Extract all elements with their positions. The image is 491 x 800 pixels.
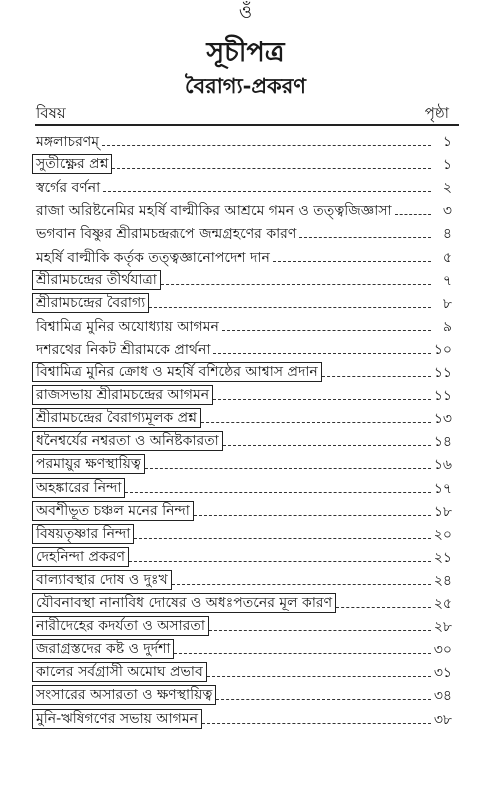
toc-entry bbox=[36, 544, 452, 567]
toc-entry-page: ৩ bbox=[442, 203, 452, 220]
dotted-leader bbox=[112, 168, 431, 169]
toc-entry-title: শ্রীরামচন্দ্রের বৈরাগ্যমূলক প্রশ্ন bbox=[32, 408, 201, 428]
dotted-leader bbox=[201, 422, 431, 423]
dotted-leader bbox=[125, 492, 430, 493]
toc-entry-title: মহর্ষি বাল্মীকি কর্তৃক তত্ত্বজ্ঞানোপদেশ দান bbox=[36, 249, 270, 266]
dotted-leader bbox=[209, 630, 431, 631]
toc-entry-page: ১১ bbox=[433, 365, 452, 381]
toc-entry bbox=[36, 636, 452, 659]
toc-entry-title: ধনৈশ্বর্যের নশ্বরতা ও অনিষ্টকারতা bbox=[32, 431, 223, 451]
toc-entry bbox=[36, 220, 452, 243]
toc-entry-title: শ্রীরামচন্দ্রের তীর্থযাত্রা bbox=[32, 270, 161, 290]
toc-entry-page: ১ bbox=[442, 157, 452, 174]
toc-entry-page: ১৩ bbox=[433, 411, 452, 428]
toc-entry-title: যৌবনাবস্থা নানাবিধ দোষের ও অধঃপতনের মূল কারণ bbox=[32, 593, 336, 613]
toc-entry bbox=[36, 267, 452, 290]
dotted-leader bbox=[223, 445, 431, 446]
toc-entry-page: ১৮ bbox=[433, 503, 452, 520]
toc-entry-page: ১৬ bbox=[433, 457, 452, 474]
column-header-page: পৃষ্ঠা bbox=[424, 104, 449, 122]
toc-entry bbox=[36, 244, 452, 267]
toc-entry-page: ২৪ bbox=[433, 572, 452, 589]
toc-entry-title: বিষয়তৃষ্ণার নিন্দা bbox=[32, 524, 134, 544]
toc-entry-page: ৩০ bbox=[433, 642, 452, 659]
toc-entry-title: সুতীক্ষ্ণের প্রশ্ন bbox=[32, 154, 112, 174]
column-header-subject: বিষয় bbox=[36, 104, 66, 122]
toc-entry bbox=[36, 359, 452, 382]
toc-entry bbox=[36, 590, 452, 613]
toc-entry bbox=[36, 475, 452, 498]
toc-entry-title: স্বর্গের বর্ণনা bbox=[36, 180, 101, 197]
toc-entry bbox=[36, 313, 452, 336]
toc-entry bbox=[36, 613, 452, 636]
toc-entry-page: ৩৪ bbox=[433, 688, 452, 705]
toc-entry-page: ৩১ bbox=[433, 665, 452, 682]
toc-entry bbox=[36, 151, 452, 174]
toc-entry-page: ২৮ bbox=[433, 619, 452, 636]
dotted-leader bbox=[213, 353, 430, 354]
dotted-leader bbox=[299, 237, 431, 238]
dotted-leader bbox=[216, 699, 431, 700]
toc-entry-title: বিশ্বামিত্র মুনির ক্রোধ ও মহর্ষি বশিষ্ঠের আশ্বাস প্রদান bbox=[32, 362, 322, 382]
toc-entry-title: ভগবান বিষ্ণুর শ্রীরামচন্দ্ররূপে জন্মগ্রহণের কারণ bbox=[36, 226, 297, 243]
toc-entry-title: সংসারের অসারতা ও ক্ষণস্থায়িত্ব bbox=[32, 685, 216, 705]
toc-entry-page: ২০ bbox=[433, 526, 452, 543]
dotted-leader bbox=[213, 399, 431, 400]
header-divider bbox=[35, 124, 459, 126]
toc-entry bbox=[36, 174, 452, 197]
toc-entry-page: ২ bbox=[442, 180, 452, 197]
page-title: সূচীপত্র bbox=[206, 37, 285, 68]
toc-entry-title: মুনি-ঋষিগণের সভায় আগমন bbox=[32, 709, 202, 729]
toc-entry bbox=[36, 128, 452, 151]
dotted-leader bbox=[102, 145, 431, 146]
dotted-leader bbox=[336, 607, 431, 608]
toc-entry-page: ১১ bbox=[433, 388, 452, 405]
toc-entry-page: ৭ bbox=[442, 272, 452, 289]
toc-entry bbox=[36, 567, 452, 590]
toc-entry-title: কালের সর্বগ্রাসী অমোঘ প্রভাব bbox=[32, 662, 207, 682]
toc-entry-title: পরমায়ুর ক্ষণস্থায়িত্ব bbox=[32, 454, 145, 474]
toc-entry bbox=[36, 451, 452, 474]
dotted-leader bbox=[202, 723, 431, 724]
toc-entry-title: বিশ্বামিত্র মুনির অযোধ্যায় আগমন bbox=[36, 318, 219, 335]
toc-entry-title: রাজসভায় শ্রীরামচন্দ্রের আগমন bbox=[32, 385, 213, 405]
toc-entry bbox=[36, 197, 452, 220]
toc-entry-title: দেহনিন্দা প্রকরণ bbox=[32, 547, 129, 567]
toc-entry-page: ২১ bbox=[433, 549, 452, 566]
toc-entry-page: ৪ bbox=[442, 226, 452, 243]
dotted-leader bbox=[161, 284, 431, 285]
dotted-leader bbox=[134, 538, 430, 539]
toc-entry-page: ৫ bbox=[442, 249, 452, 266]
toc-entry bbox=[36, 405, 452, 428]
dotted-leader bbox=[194, 515, 431, 516]
dotted-leader bbox=[322, 376, 431, 377]
toc-entry bbox=[36, 428, 452, 451]
dotted-leader bbox=[174, 653, 430, 654]
toc-entry-page: ১০ bbox=[433, 341, 452, 358]
toc-entry-page: ১ bbox=[442, 134, 452, 150]
toc-entry-title: দশরথের নিকট শ্রীরামকে প্রার্থনা bbox=[36, 341, 211, 358]
toc-entry-page: ৯ bbox=[442, 318, 452, 335]
dotted-leader bbox=[207, 676, 431, 677]
section-subtitle: বৈরাগ্য-প্রকরণ bbox=[184, 73, 306, 98]
toc-entry bbox=[36, 682, 452, 705]
toc-entry-title: রাজা অরিষ্টনেমির মহর্ষি বাল্মীকির আশ্রমে গমন ও তত্ত্বজিজ্ঞাসা bbox=[36, 203, 392, 220]
toc-entry-title: বাল্যাবস্থার দোষ ও দুঃখ bbox=[32, 570, 172, 590]
toc-entry-page: ৮ bbox=[442, 295, 452, 312]
dotted-leader bbox=[103, 191, 431, 192]
dotted-leader bbox=[149, 307, 431, 308]
toc-entry bbox=[36, 498, 452, 521]
toc-entry-title: মঙ্গলাচরণম্ bbox=[36, 134, 100, 150]
toc-entry-title: অবশীভূত চঞ্চল মনের নিন্দা bbox=[32, 501, 194, 521]
toc-entry bbox=[36, 290, 452, 313]
toc-entry-title: অহঙ্কারের নিন্দা bbox=[32, 478, 125, 498]
toc-entry-page: ২৫ bbox=[433, 596, 452, 612]
toc-entry-title: জরাগ্রস্তদের কষ্ট ও দুর্দশা bbox=[32, 639, 174, 659]
dotted-leader bbox=[145, 468, 431, 469]
toc-entry bbox=[36, 521, 452, 544]
dotted-leader bbox=[222, 330, 431, 331]
dotted-leader bbox=[273, 261, 431, 262]
dotted-leader bbox=[172, 584, 431, 585]
dotted-leader bbox=[129, 561, 431, 562]
om-symbol: ওঁ bbox=[238, 2, 253, 23]
toc-entry-title: শ্রীরামচন্দ্রের বৈরাগ্য bbox=[32, 293, 149, 313]
toc-entry-title: নারীদেহের কদর্যতা ও অসারতা bbox=[32, 616, 209, 636]
toc-entry bbox=[36, 336, 452, 359]
toc-entry-page: ৩৮ bbox=[433, 711, 452, 728]
toc-entry bbox=[36, 706, 452, 729]
toc-entry bbox=[36, 382, 452, 405]
toc-entry-page: ১৪ bbox=[433, 434, 452, 451]
dotted-leader bbox=[395, 214, 431, 215]
toc-entry-page: ১৭ bbox=[433, 480, 452, 497]
toc-entry bbox=[36, 659, 452, 682]
